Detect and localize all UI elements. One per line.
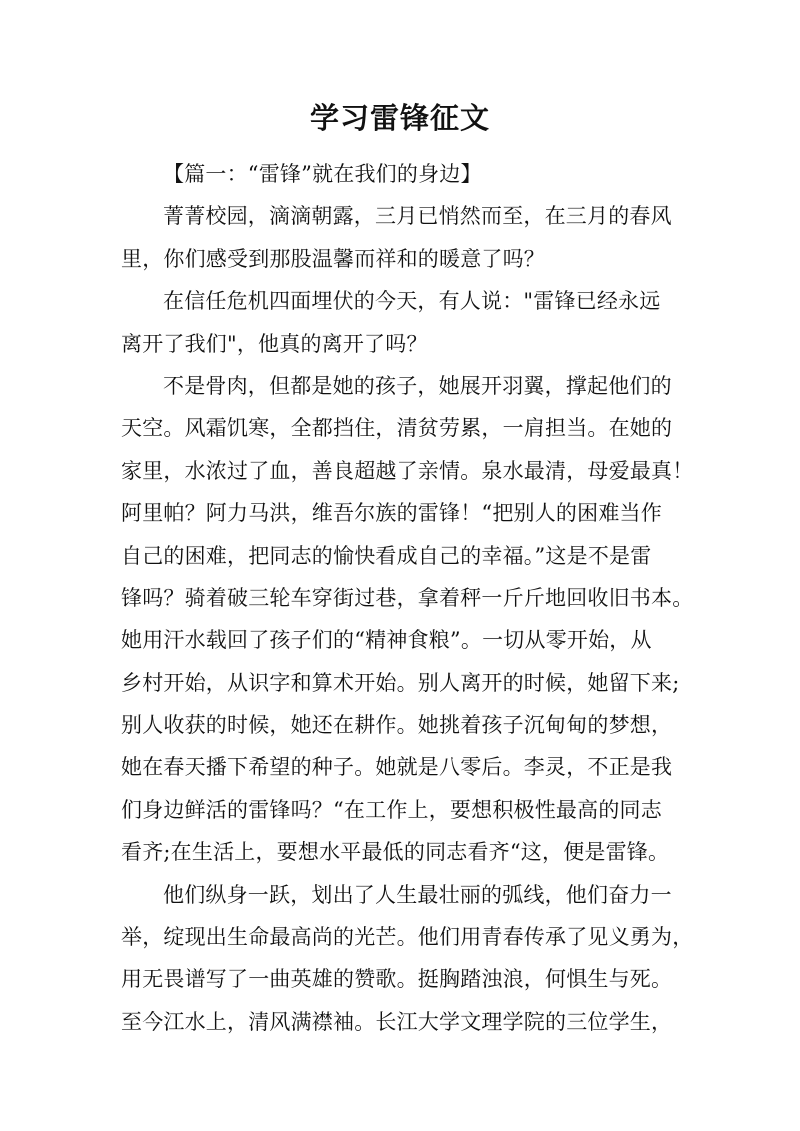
paragraph-line: 自己的困难，把同志的愉快看成自己的幸福。”这是不是雷 [121, 543, 652, 568]
paragraph-line: 里，你们感受到那股温馨而祥和的暖意了吗？ [121, 246, 545, 271]
paragraph-line: 在信任危机四面埋伏的今天，有人说："雷锋已经永远 [163, 289, 661, 314]
paragraph-line: 离开了我们"，他真的离开了吗？ [121, 331, 428, 356]
paragraph-line: 锋吗？骑着破三轮车穿街过巷，拿着秤一斤斤地回收旧书本。 [121, 585, 694, 610]
paragraph-line: 她用汗水载回了孩子们的“精神食粮”。一切从零开始，从 [121, 628, 652, 653]
paragraph-line: 家里，水浓过了血，善良超越了亲情。泉水最清，母爱最真！ [121, 458, 694, 483]
paragraph-line: 不是骨肉，但都是她的孩子，她展开羽翼，撑起他们的 [163, 373, 672, 398]
paragraph-line: 别人收获的时候，她还在耕作。她挑着孩子沉甸甸的梦想， [121, 713, 673, 738]
paragraph-line: 他们纵身一跃，划出了人生最壮丽的弧线，他们奋力一 [163, 882, 672, 907]
section-heading: 【篇一：“雷锋”就在我们的身边】 [163, 162, 482, 186]
paragraph-line: 阿里帕？阿力马洪，维吾尔族的雷锋！“把别人的困难当作 [121, 501, 662, 526]
paragraph-line: 看齐;在生活上，要想水平最低的同志看齐“这，便是雷锋。 [121, 840, 670, 865]
paragraph-line: 用无畏谱写了一曲英雄的赞歌。挺胸踏浊浪，何惧生与死。 [121, 967, 673, 992]
paragraph-line: 她在春天播下希望的种子。她就是八零后。李灵，不正是我 [121, 755, 673, 780]
paragraph-line: 举，绽现出生命最高尚的光芒。他们用青春传承了见义勇为， [121, 925, 694, 950]
paragraph-line: 们身边鲜活的雷锋吗？“在工作上，要想积极性最高的同志 [121, 797, 662, 822]
paragraph-line: 至今江水上，清风满襟袖。长江大学文理学院的三位学生， [121, 1009, 673, 1034]
paragraph-line: 天空。风霜饥寒，全都挡住，清贫劳累，一肩担当。在她的 [121, 416, 673, 441]
document-title: 学习雷锋征文 [309, 101, 490, 135]
document-body [121, 153, 694, 1043]
paragraph-line: 乡村开始，从识字和算术开始。别人离开的时候，她留下来; [121, 670, 680, 695]
paragraph-line: 菁菁校园，滴滴朝露，三月已悄然而至，在三月的春风 [163, 204, 672, 229]
